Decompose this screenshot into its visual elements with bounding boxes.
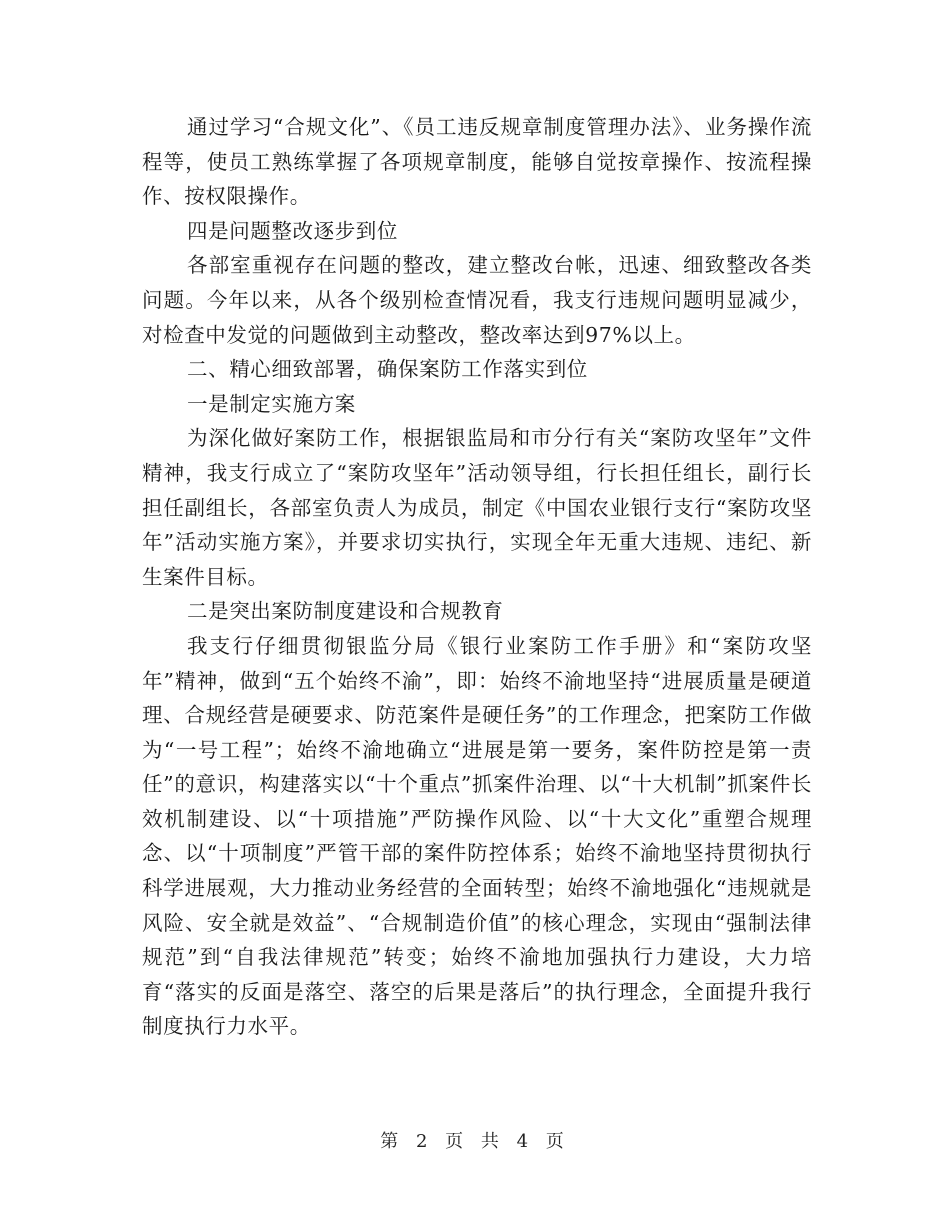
page-number-footer: 第 2 页 共 4 页 — [380, 1131, 570, 1152]
paragraph-system-building: 我支行仔细贯彻银监分局《银行业案防工作手册》和“案防攻坚年”精神，做到“五个始终不渝”，即：始终不渝地坚持“进展质量是硬道理、合规经营是硬要求、防范案件是硬任务”的工作理念，把案防工作做为“一号工程”；始终不渝地确立“进展是第一要务，案件防控是第一责任”的意识，构建落实以“十个重点”抓案件治理、以“十大机制”抓案件长效机制建设、以“十项措施”严防操作风险、以“十大文化”重塑合规理念、以“十项制度”严管干部的案件防控体系；始终不渝地坚持贯彻执行科学进展观，大力推动业务经营的全面转型；始终不渝地强化“违规就是风险、安全就是效益”、“合规制造价值”的核心理念，实现由“强制法律规范”到“自我法律规范”转变；始终不渝地加强执行力建设，大力培育“落实的反面是落空、落空的后果是落后”的执行理念，全面提升我行制度执行力水平。 — [142, 633, 812, 1039]
heading-system-building: 二是突出案防制度建设和合规教育 — [187, 599, 504, 624]
heading-rectification: 四是问题整改逐步到位 — [187, 218, 398, 243]
paragraph-implementation-plan: 为深化做好案防工作，根据银监局和市分行有关“案防攻坚年”文件精神，我支行成立了“案防攻坚年”活动领导组，行长担任组长，副行长担任副组长，各部室负责人为成员，制定《中国农业银行支行“案防攻坚年”活动实施方案》，并要求切实执行，实现全年无重大违规、违纪、新生案件目标。 — [142, 426, 812, 589]
document-body — [142, 110, 812, 1044]
paragraph-rectification: 各部室重视存在问题的整改，建立整改台帐，迅速、细致整改各类问题。今年以来，从各个级别检查情况看，我支行违规问题明显减少，对检查中发觉的问题做到主动整改，整改率达到97%以上。 — [142, 253, 812, 347]
paragraph-compliance-study: 通过学习“合规文化”、《员工违反规章制度管理办法》、业务操作流程等，使员工熟练掌握了各项规章制度，能够自觉按章操作、按流程操作、按权限操作。 — [142, 115, 812, 209]
heading-implementation-plan: 一是制定实施方案 — [187, 391, 356, 416]
section-heading-deployment: 二、精心细致部署，确保案防工作落实到位 — [187, 357, 588, 382]
